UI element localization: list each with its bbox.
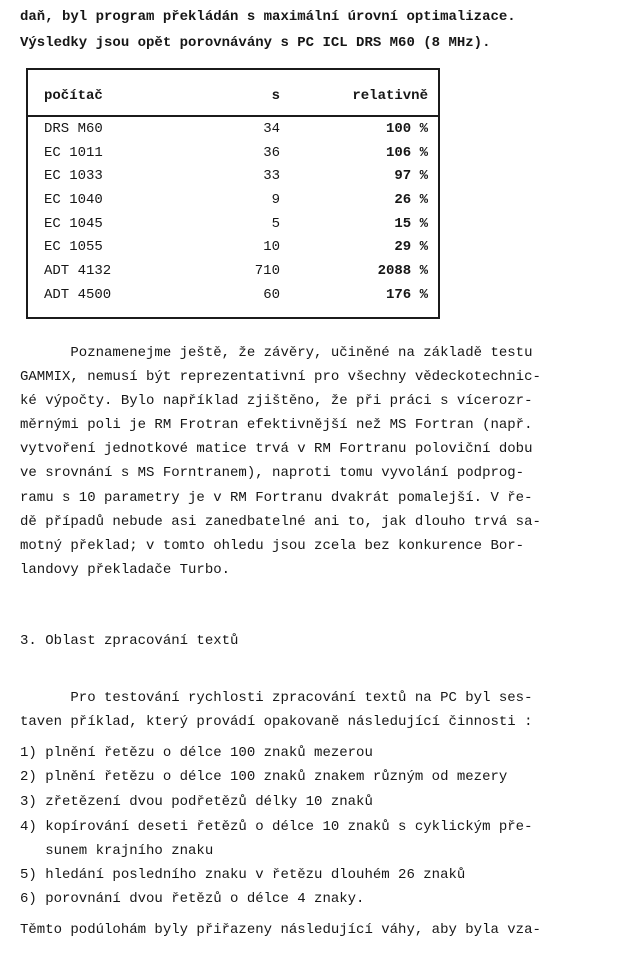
list-item: sunem krajního znaku [20, 843, 214, 859]
paragraph-line: ké výpočty. Bylo například zjištěno, že při práci s vícerozr- [20, 393, 533, 409]
table-cell: 60 [263, 287, 280, 303]
paragraph-line: Poznamenejme ještě, že závěry, učiněné na základě testu [20, 345, 533, 361]
list-item: 2) plnění řetězu o délce 100 znaků znakem různým od mezery [20, 769, 508, 785]
list-item: 4) kopírování deseti řetězů o délce 10 znaků s cyklickým pře- [20, 819, 533, 835]
table-cell: EC 1011 [44, 145, 103, 161]
table-cell: EC 1040 [44, 192, 103, 208]
table-header-seconds: s [271, 88, 280, 104]
paragraph-line: Těmto podúlohám byly přiřazeny následující váhy, aby byla vza- [20, 922, 541, 938]
table-header-computer: počítač [44, 88, 103, 104]
table-cell: 176 % [385, 287, 428, 303]
table-cell: ADT 4500 [44, 287, 112, 303]
table-cell: 5 [271, 216, 280, 232]
paragraph-line: měrnými poli je RM Frotran efektivnější než MS Fortran (např. [20, 417, 533, 433]
table-cell: 33 [263, 168, 280, 184]
table-header-separator [28, 115, 438, 117]
paragraph-line: ve srovnání s MS Forntranem), naproti tomu vyvolání podprog- [20, 465, 525, 481]
table-cell: 36 [263, 145, 280, 161]
paragraph-line: GAMMIX, nemusí být reprezentativní pro všechny vědeckotechnic- [20, 369, 541, 385]
paragraph-line: motný překlad; v tomto ohledu jsou zcela bez konkurence Bor- [20, 538, 525, 554]
table-cell: ADT 4132 [44, 263, 112, 279]
list-item: 6) porovnání dvou řetězů o délce 4 znaky. [20, 891, 365, 907]
paragraph-line: Pro testování rychlosti zpracování textů na PC byl ses- [20, 690, 533, 706]
table-cell: EC 1045 [44, 216, 103, 232]
table-cell: 710 [254, 263, 280, 279]
table-cell: 29 % [394, 239, 428, 255]
paragraph-line: dě případů nebude asi zanedbatelné ani to, jak dlouho trvá sa- [20, 514, 541, 530]
paragraph-line: ramu s 10 parametry je v RM Fortranu dvakrát pomalejší. V ře- [20, 490, 533, 506]
section-heading: 3. Oblast zpracování textů [20, 633, 239, 649]
table-cell: 34 [263, 121, 280, 137]
list-item: 3) zřetězení dvou podřetězů délky 10 znaků [20, 794, 373, 810]
paragraph-line: landovy překladače Turbo. [20, 562, 231, 578]
list-item: 5) hledání posledního znaku v řetězu dlouhém 26 znaků [20, 867, 466, 883]
table-header-relative: relativně [352, 88, 428, 104]
table-cell: 26 % [394, 192, 428, 208]
table-cell: 10 [263, 239, 280, 255]
table-cell: 100 % [385, 121, 428, 137]
table-cell: EC 1055 [44, 239, 103, 255]
table-cell: 15 % [394, 216, 428, 232]
intro-line-2: Výsledky jsou opět porovnávány s PC ICL DRS M60 (8 MHz). [20, 35, 491, 51]
table-cell: 9 [271, 192, 280, 208]
intro-line-1: daň, byl program překládán s maximální úrovní optimalizace. [20, 9, 516, 25]
paragraph-line: taven příklad, který provádí opakovaně následující činnosti : [20, 714, 533, 730]
list-item: 1) plnění řetězu o délce 100 znaků mezerou [20, 745, 373, 761]
table-cell: 97 % [394, 168, 428, 184]
table-cell: 2088 % [377, 263, 428, 279]
performance-table [26, 68, 440, 319]
paragraph-line: vytvoření jednotkové matice trvá v RM Fortranu poloviční dobu [20, 441, 533, 457]
table-cell: 106 % [385, 145, 428, 161]
table-cell: EC 1033 [44, 168, 103, 184]
table-cell: DRS M60 [44, 121, 103, 137]
